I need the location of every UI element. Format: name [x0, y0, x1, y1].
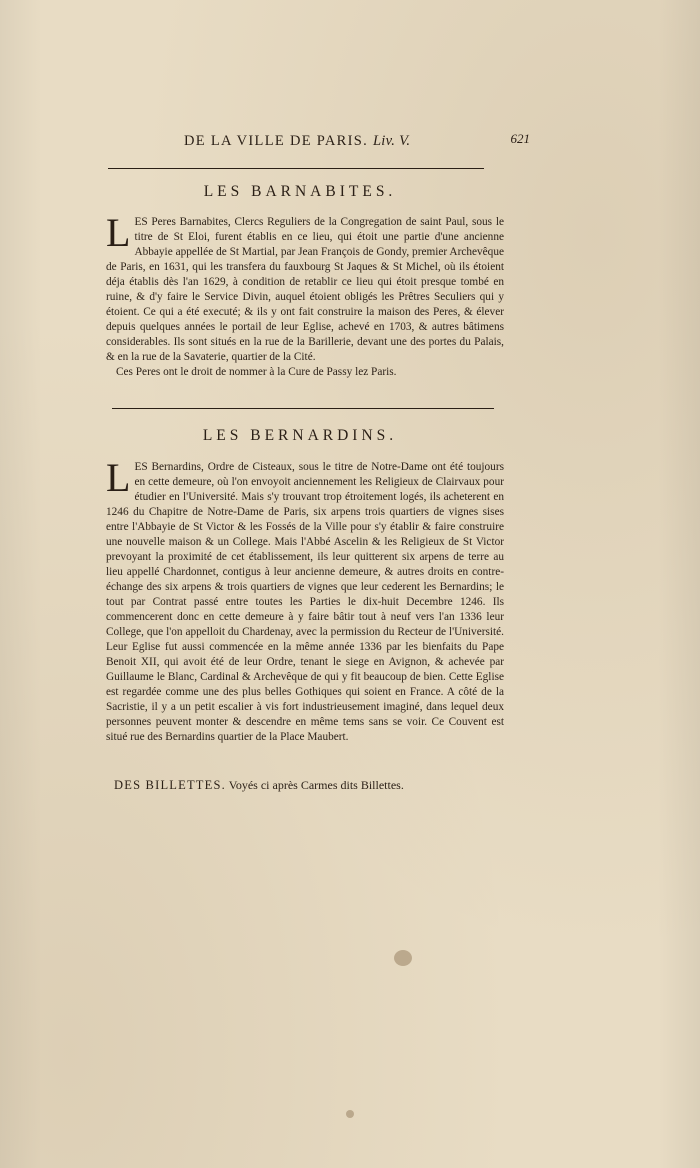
section-divider [112, 408, 494, 409]
billettes-label: DES BILLETTES. [114, 778, 226, 792]
running-head-title [184, 133, 410, 150]
section-heading-bernardins: LES BERNARDINS. [202, 427, 398, 444]
billettes-text: Voyés ci après Carmes dits Billettes. [228, 778, 404, 792]
drop-cap: L [106, 210, 131, 255]
barnabites-paragraph [106, 210, 504, 365]
bernardins-body: ES Bernardins, Ordre de Cisteaux, sous le titre de Notre-Dame ont été toujours en cette demeure, où l'on envoyoit anciennement les Religieux de Clairvaux pour étudier en l'Université. Mais s'y trouvant trop étroitement logés, ils acheterent en 1246 du Chapitre de Notre-Dame de Paris, six arpens trois quartiers de vignes sises entre l'Abbayie de St Victor & les Fossés de la Ville pour s'y établir & faire construire une nouvelle maison & un College. Mais l'Abbé Ascelin & les Religieux de St Victor prevoyant la proximité de cet établissement, ils leur quitterent six arpens de terre au lieu appellé Chardonnet, contigus à leur ancienne demeure, & autres droits en contre-échange des six arpens & trois quartiers de vignes que leur cederent les Bernardins; le tout par Contrat passé entre toutes les Parties le dix-huit Decembre 1246. Ils commencerent donc en cette demeure à y faire bâtir tout à neuf vers l'an 1336 leur College, que l'on appelloit du Chardenay, avec la permission du Recteur de l'Université. Leur Eglise fut aussi commencée en la même année 1336 par les bienfaits du Pape Benoit XII, qui avoit été de leur Ordre, tenant le siege en Avignon, & achevée par Guillaume le Blanc, Cardinal & Archevêque de qui y fit beaucoup de bien. Cette Eglise est regardée comme une des plus belles Gothiques qui soient en France. A côté de la Sacristie, il y a un petit escalier à vis fort industrieusement imaginé, dans lequel deux personnes peuvent monter & descendre en même tems sans se voir. Ce Couvent est situé rue des Bernardins quartier de la Place Maubert. [106, 461, 504, 743]
running-head-text: DE LA VILLE DE PARIS. [184, 133, 368, 149]
page-number: 621 [510, 131, 530, 146]
running-head [150, 133, 530, 153]
barnabites-body: ES Peres Barnabites, Clercs Reguliers de la Congregation de saint Paul, sous le titre de St Eloi, furent établis en ce lieu, qui étoit une partie d'une ancienne Abbayie appellée de St Martial, par Jean François de Gondy, premier Archevêque de Paris, en 1631, qui les transfera du fauxbourg St Jaques & St Michel, où ils étoient déja établis dès l'an 1629, à condition de retablir ce lieu qui étoit presque tombé en ruine, & d'y faire le Service Divin, auquel étoient obligés les Prêtres Seculiers qui y étoient. Ce qui a été executé; & ils y ont fait construire la maison des Peres, & élever depuis quelques années le portail de leur Eglise, achevé en 1703, & autres bâtimens considerables. Ils sont situés en la rue de la Barillerie, devant une des portes du Palais, & en la rue de la Savaterie, quartier de la Cité. [106, 216, 504, 363]
drop-cap: L [106, 455, 131, 500]
book-number: Liv. V. [372, 133, 411, 149]
bernardins-paragraph [106, 455, 504, 745]
barnabites-note: Ces Peres ont le droit de nommer à la Cure de Passy lez Paris. [116, 366, 397, 378]
section-barnabites [106, 210, 504, 380]
paper-stain [346, 1110, 354, 1118]
header-rule [108, 168, 484, 169]
section-heading-barnabites: LES BARNABITES. [203, 183, 397, 200]
paper-stain [394, 950, 412, 966]
section-bernardins [106, 455, 504, 745]
billettes-entry [114, 778, 404, 793]
